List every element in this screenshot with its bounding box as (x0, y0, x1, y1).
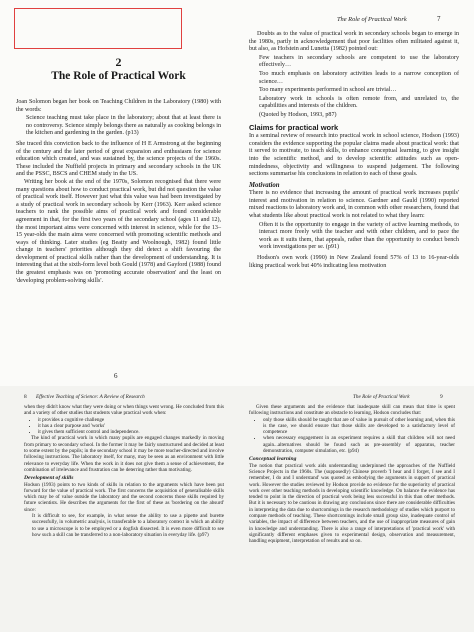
block-quote: It is difficult to see, for example, in what sense the ability to use a pipette and burette successfully, in volumetric analysis, is transferable to a laboratory context in which an ability to use a microscope is to be employed or a dogfish dissected. It is even more difficult to see how such a skill can be transferred to a non-laboratory situation in everyday life. (p97) (32, 513, 224, 538)
running-head: The Role of Practical Work (353, 394, 410, 400)
chapter-title: The Role of Practical Work (51, 70, 186, 82)
bullet-list (24, 417, 224, 436)
paragraph: Writing her book at the end of the 1970s, Solomon recognised that there were many questions about how to conduct practical work, but did not question the value of practical work itself. However just what this value was had been investigated by a study of practical work in secondary schools by Kerr (1963). Kerr asked science teachers to rank the possible aims of practical work and found considerable agreement in that, for the first two years of the secondary school (ages 11 and 12), the most important aims were concerned with interest in science, while for the 13–15 year-olds the main aims were concerned with promoting scientific methods and ways of thinking. Later studies (eg Beatty and Woolnough, 1982) found little change in teachers' priorities although they did detect a shift favouring the development of practical skills rather than the development of understanding. It is interesting that at the sixth-form level both Gould (1978) and Gayford (1988) found the greatest emphasis was on 'promoting accurate observation' and the least on 'developing problem-solving skills'. (16, 178, 221, 284)
list-item: • it has a clear purpose and 'works' (38, 423, 224, 429)
page-9-body (249, 404, 455, 545)
subsection-heading: Motivation (249, 181, 280, 189)
page-number: 6 (114, 372, 118, 380)
page-number: 8 (24, 394, 27, 400)
highlight-box (14, 8, 182, 49)
page-9 (237, 386, 474, 632)
running-head: Effective Teaching of Science: A Review of Research (36, 394, 145, 400)
paragraph: Hodson (1993) points to two kinds of skills in relation to the arguments which have been put forward for the value of practical work. The first concerns the acquisition of generalisable skills which may be of value outside the laboratory and the second concerns those skills required by future scientists. He describes the arguments for the first of these as 'bordering on the absurd' since: (24, 481, 224, 513)
intro-paragraph: Joan Solomon began her book on Teaching Children in the Laboratory (1980) with the words: (16, 99, 221, 113)
paragraph: The notion that practical work aids understanding underpinned the approaches of the Nuffield Science Projects in the 1960s. The (supposedly) Chinese proverb 'I hear and I forget, I see and I remember, I do and I understand' was quoted as embodying the arguments in support of practical work. However the studies reviewed by Hodson provide no evidence for the superiority of practical work over other teaching methods in developing scientific knowledge. On balance the evidence has tended to point in the direction of practical work being less successful in this than other methods. But it is necessary to be cautious in drawing any conclusions since there are considerable difficulties in interpreting the data due to shortcomings in the research methodology of studies which purport to compare methods of teaching. These shortcomings include small group size, inadequate control of variables, the impact of difference between teachers, and the use of inappropriate measures of gain in knowledge and understanding. There is also a range of interpretations of 'practical work' with significantly different emphases given to experimental design, observation and measurement, handling equipment, interpretation of results and so on. (249, 462, 455, 545)
page-6-body (16, 99, 221, 285)
paragraph: She traced this conviction back to the influence of H E Armstrong at the beginning of the century and the later period of great expansion and enthusiasm for science education which created, and was sustained by, the science projects of the 1960s. These included the Nuffield projects in primary and secondary schools in the UK and the PSSC, BSCS and CHEM study in the US. (16, 140, 221, 178)
paragraph: Hodson's own work (1990) in New Zealand found 57% of 13 to 16-year-olds liking practical work but 40% indicating less motivation (249, 255, 459, 269)
page-number: 7 (437, 15, 441, 23)
page-7 (237, 0, 474, 386)
quote-source: (Quoted by Hodson, 1993, p87) (259, 111, 337, 118)
page-6 (0, 0, 237, 386)
page-8 (0, 386, 237, 632)
running-head: The Role of Practical Work (337, 16, 407, 23)
block-quote: Often it is the opportunity to engage in the variety of active learning methods, to interact more freely with the teacher and with other children, and to pace the work as it suits them, that appeals, rather than the opportunity to conduct bench work investigations per se. (p91) (259, 221, 459, 251)
paragraph: Given these arguments and the evidence that inadequate skill can mean that time is spent following instructions and constitute an obstacle to learning, Hodson concludes that: (249, 404, 455, 417)
chapter-number: 2 (115, 55, 122, 69)
list-item: • it provides a cognitive challenge (38, 417, 224, 423)
block-quote: Few teachers in secondary schools are competent to use the laboratory effectively… (259, 54, 459, 69)
paragraph: Doubts as to the value of practical work in secondary schools began to emerge in the 1980s, partly in acknowledgement that poor facilities often militated against it, but also, as Hofstein and Lunetta (1982) pointed out: (249, 31, 459, 53)
subsection-heading: Conceptual learning (249, 456, 297, 463)
page-8-body (24, 404, 224, 539)
section-heading: Claims for practical work (249, 122, 339, 132)
paragraph: There is no evidence that increasing the amount of practical work increases pupils' interest and motivation in relation to science. Gardner and Gauld (1990) reported mixed reactions to laboratory work and, in common with other researchers, found that what students like about practical work is not related to what they learn: (249, 190, 459, 220)
page-7-body (249, 31, 459, 270)
list-item: • when necessary engagement in an experiment requires a skill that children will not need again...alternatives should be found such as pre-assembly of apparatus, teacher demonstration, computer simulation, etc. (p94) (263, 435, 455, 454)
bullet-list (249, 417, 455, 455)
list-item: • only those skills should be taught that are of value in pursuit of other learning and, when this is the case, we should ensure that those skills are developed to a satisfactory level of competence (263, 417, 455, 436)
paragraph: The kind of practical work in which many pupils are engaged changes markedly in moving from primary to secondary school. In the former it may be fairly unstructured and decided at least to some extent by the pupils; in the secondary school it may be more teacher-directed and involve following instructions. The laboratory itself, for many, may be seen as an environment with little relevance to everyday life. When the work in it does not give them a sense of achievement, the combination of irrelevance and frustration can be deterring rather than motivating. (24, 435, 224, 473)
paragraph: In a seminal review of research into practical work in school science, Hodson (1993) considers the evidence supporting the popular claims made about practical work: that it served to motivate, to teach skills, to enhance conceptual learning, to give insight into the scientific method, and to develop scientific attitudes such as open-mindedness, objectivity and willingness to suspend judgement. The following sections summarise his conclusions in relation to each of these goals. (249, 133, 459, 178)
block-quote: Science teaching must take place in the laboratory; about that at least there is no controversy. Science simply belongs there as naturally as cooking belongs in the kitchen and gardening in the garden. (p13) (26, 115, 221, 137)
paragraph: when they didn't know what they were doing or when things went wrong. He concluded from this and a variety of other studies that students value practical work when: (24, 404, 224, 417)
page-number: 9 (440, 394, 443, 400)
block-quote: Too many experiments performed in school are trivial… (259, 87, 397, 94)
block-quote: Too much emphasis on laboratory activities leads to a narrow conception of science… (259, 70, 459, 85)
block-quote: Laboratory work in schools is often remote from, and unrelated to, the capabilities and interests of the children. (259, 95, 459, 110)
subsection-heading: Development of skills (24, 475, 74, 482)
list-item: • it gives them sufficient control and independence. (38, 429, 224, 435)
